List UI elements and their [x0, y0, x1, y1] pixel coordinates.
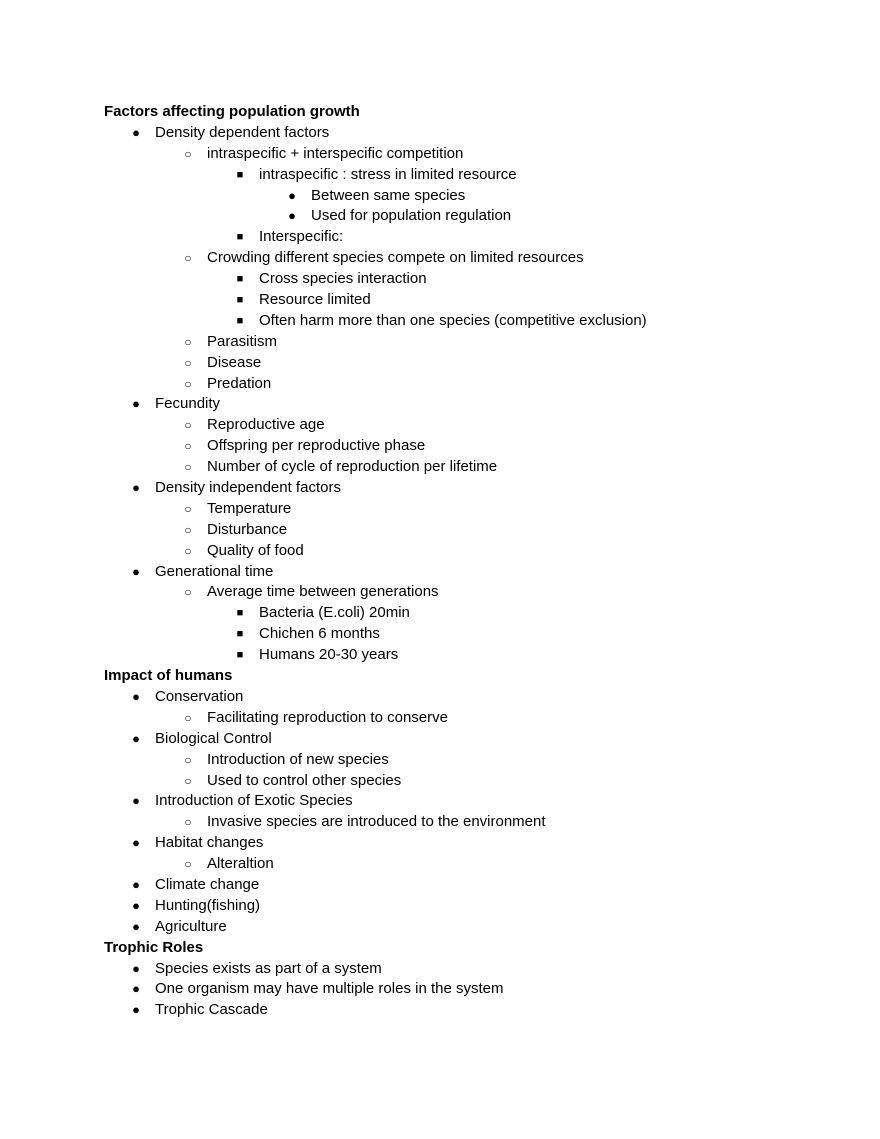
list-item-text: Predation: [207, 374, 272, 392]
circle-bullet-icon: ○: [184, 146, 192, 161]
list-item: [104, 227, 844, 248]
list-item-text: intraspecific : stress in limited resource: [259, 165, 517, 183]
circle-bullet-icon: ○: [184, 815, 192, 830]
list-item: [104, 374, 844, 395]
square-bullet-icon: ■: [236, 168, 244, 181]
list-item-text: Alteraltion: [207, 855, 274, 873]
list-item: [104, 1000, 844, 1021]
list-item-text: Bacteria (E.coli) 20min: [259, 604, 410, 622]
list-item: [104, 603, 844, 624]
disc-bullet-icon: ●: [132, 897, 140, 913]
disc-bullet-icon: ●: [132, 688, 140, 704]
list-item: [104, 896, 844, 917]
list-item-text: Reproductive age: [207, 416, 325, 434]
list-item-text: Density independent factors: [155, 479, 341, 497]
list-item: [104, 812, 844, 833]
list-item-text: Hunting(fishing): [155, 896, 261, 914]
list-item: [104, 165, 844, 186]
list-item-text: Climate change: [155, 875, 260, 893]
circle-bullet-icon: ○: [184, 585, 192, 600]
list-item-text: Temperature: [207, 499, 292, 517]
disc-bullet-icon: ●: [132, 876, 140, 892]
list-item: [104, 833, 844, 854]
list-item: [104, 206, 844, 227]
list-item: [104, 353, 844, 374]
list-item: [104, 917, 844, 938]
list-item-text: Habitat changes: [155, 834, 264, 852]
square-bullet-icon: ■: [236, 628, 244, 641]
list-item-text: Facilitating reproduction to conserve: [207, 708, 448, 726]
disc-bullet-icon: ●: [288, 208, 296, 224]
list-item-text: Between same species: [311, 186, 466, 204]
circle-bullet-icon: ○: [184, 251, 192, 266]
circle-bullet-icon: ○: [184, 460, 192, 475]
list-item: [104, 729, 844, 750]
section-heading: Impact of humans: [104, 667, 233, 685]
list-item: [104, 436, 844, 457]
disc-bullet-icon: ●: [132, 1002, 140, 1018]
square-bullet-icon: ■: [236, 607, 244, 620]
disc-bullet-icon: ●: [132, 563, 140, 579]
list-item: [104, 332, 844, 353]
list-item-text: Fecundity: [155, 395, 221, 413]
list-item-text: Invasive species are introduced to the environment: [207, 813, 546, 831]
list-item: [104, 582, 844, 603]
disc-bullet-icon: ●: [132, 981, 140, 997]
list-item-text: Average time between generations: [207, 583, 439, 601]
list-item: [104, 645, 844, 666]
list-item-text: One organism may have multiple roles in the system: [155, 980, 504, 998]
disc-bullet-icon: ●: [132, 835, 140, 851]
list-item: [104, 186, 844, 207]
list-item-text: Crowding different species compete on limited resources: [207, 249, 584, 267]
square-bullet-icon: ■: [236, 314, 244, 327]
list-item: [104, 959, 844, 980]
disc-bullet-icon: ●: [132, 918, 140, 934]
disc-bullet-icon: ●: [132, 960, 140, 976]
list-item-text: Introduction of new species: [207, 750, 389, 768]
list-item-text: Trophic Cascade: [155, 1001, 268, 1019]
list-item: [104, 875, 844, 896]
list-item-text: Used to control other species: [207, 771, 402, 789]
square-bullet-icon: ■: [236, 294, 244, 307]
list-item: [104, 144, 844, 165]
list-item: [104, 791, 844, 812]
circle-bullet-icon: ○: [184, 418, 192, 433]
list-item: [104, 415, 844, 436]
list-item: [104, 624, 844, 645]
list-item-text: Species exists as part of a system: [155, 959, 382, 977]
list-item: [104, 248, 844, 269]
list-item-text: Density dependent factors: [155, 123, 330, 141]
list-item: [104, 541, 844, 562]
section-heading: Factors affecting population growth: [104, 103, 360, 120]
circle-bullet-icon: ○: [184, 752, 192, 767]
list-item: [104, 478, 844, 499]
list-item-text: intraspecific + interspecific competition: [207, 144, 464, 162]
list-item: [104, 687, 844, 708]
list-item-text: Quality of food: [207, 541, 304, 559]
list-item: [104, 457, 844, 478]
list-item-text: Offspring per reproductive phase: [207, 437, 426, 455]
disc-bullet-icon: ●: [132, 480, 140, 496]
list-item-text: Parasitism: [207, 332, 278, 350]
disc-bullet-icon: ●: [132, 396, 140, 412]
circle-bullet-icon: ○: [184, 376, 192, 391]
list-item: [104, 708, 844, 729]
list-item: [104, 854, 844, 875]
list-item-text: Interspecific:: [259, 228, 344, 246]
list-item: [104, 562, 844, 583]
circle-bullet-icon: ○: [184, 857, 192, 872]
list-item: [104, 311, 844, 332]
list-item: [104, 520, 844, 541]
list-item-text: Often harm more than one species (competitive exclusion): [259, 311, 647, 329]
list-item-text: Resource limited: [259, 291, 371, 309]
circle-bullet-icon: ○: [184, 710, 192, 725]
list-item-text: Disturbance: [207, 520, 288, 538]
list-item-text: Chichen 6 months: [259, 625, 380, 643]
list-item-text: Cross species interaction: [259, 270, 427, 288]
disc-bullet-icon: ●: [132, 793, 140, 809]
list-item-text: Biological Control: [155, 729, 272, 747]
list-item-text: Humans 20-30 years: [259, 646, 399, 664]
list-item-text: Disease: [207, 353, 262, 371]
circle-bullet-icon: ○: [184, 334, 192, 349]
list-item-text: Conservation: [155, 687, 244, 705]
list-item: [104, 269, 844, 290]
list-item-text: Agriculture: [155, 917, 227, 935]
list-item-text: Used for population regulation: [311, 207, 512, 225]
disc-bullet-icon: ●: [132, 730, 140, 746]
circle-bullet-icon: ○: [184, 439, 192, 454]
disc-bullet-icon: ●: [288, 187, 296, 203]
section-heading: Trophic Roles: [104, 938, 204, 956]
list-item: [104, 771, 844, 792]
circle-bullet-icon: ○: [184, 522, 192, 537]
list-item: [104, 750, 844, 771]
list-item-text: Introduction of Exotic Species: [155, 792, 353, 810]
document-body: [104, 102, 844, 1021]
square-bullet-icon: ■: [236, 231, 244, 244]
list-item: [104, 979, 844, 1000]
list-item-text: Number of cycle of reproduction per lifetime: [207, 458, 498, 476]
square-bullet-icon: ■: [236, 649, 244, 662]
circle-bullet-icon: ○: [184, 543, 192, 558]
list-item-text: Generational time: [155, 562, 274, 580]
list-item: [104, 394, 844, 415]
square-bullet-icon: ■: [236, 273, 244, 286]
circle-bullet-icon: ○: [184, 501, 192, 516]
list-item: [104, 123, 844, 144]
disc-bullet-icon: ●: [132, 124, 140, 140]
circle-bullet-icon: ○: [184, 355, 192, 370]
circle-bullet-icon: ○: [184, 773, 192, 788]
list-item: [104, 499, 844, 520]
list-item: [104, 290, 844, 311]
